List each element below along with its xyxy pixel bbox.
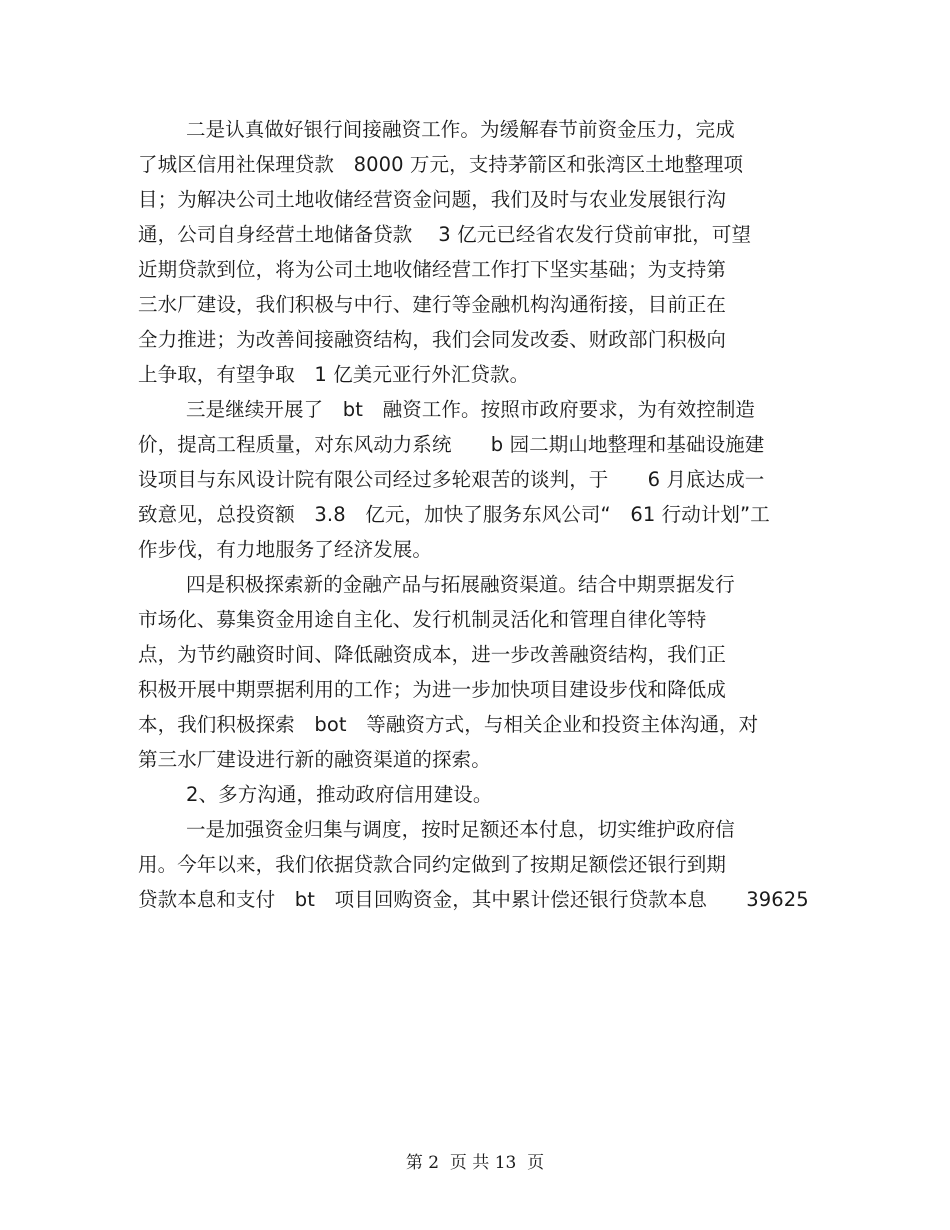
paragraph-line: 二是认真做好银行间接融资工作。为缓解春节前资金压力，完成: [186, 118, 735, 141]
paragraph-line: 用。今年以来，我们依据贷款合同约定做到了按期足额偿还银行到期: [138, 853, 727, 876]
paragraph-line: 价，提高工程质量，对东风动力系统 b 园二期山地整理和基础设施建: [138, 433, 765, 456]
paragraph-line: 致意见，总投资额 3.8 亿元，加快了服务东风公司“ 61 行动计划”工: [138, 503, 770, 526]
paragraph-line: 上争取，有望争取 1 亿美元亚行外汇贷款。: [138, 363, 530, 386]
paragraph-line: 了城区信用社保理贷款 8000 万元，支持茅箭区和张湾区土地整理项: [138, 153, 744, 176]
paragraph-line: 点，为节约融资时间、降低融资成本，进一步改善融资结构，我们正: [138, 643, 727, 666]
paragraph-line: 通，公司自身经营土地储备贷款 3 亿元已经省农发行贷前审批，可望: [138, 223, 752, 246]
paragraph-line: 作步伐，有力地服务了经济发展。: [138, 538, 433, 561]
paragraph-line: 目；为解决公司土地收储经营资金问题，我们及时与农业发展银行沟: [138, 188, 727, 211]
paragraph-line: 积极开展中期票据利用的工作；为进一步加快项目建设步伐和降低成: [138, 678, 727, 701]
paragraph-line: 贷款本息和支付 bt 项目回购资金，其中累计偿还银行贷款本息 39625: [138, 888, 809, 911]
paragraph-line: 设项目与东风设计院有限公司经过多轮艰苦的谈判，于 6 月底达成一: [138, 468, 765, 491]
paragraph-line: 近期贷款到位，将为公司土地收储经营工作打下坚实基础；为支持第: [138, 258, 727, 281]
paragraph-line: 全力推进；为改善间接融资结构，我们会同发改委、财政部门积极向: [138, 328, 727, 351]
paragraph-line: 第三水厂建设进行新的融资渠道的探索。: [138, 748, 491, 771]
page-number-footer: 第 2 页 共 13 页: [405, 1153, 545, 1173]
paragraph-line: 市场化、募集资金用途自主化、发行机制灵活化和管理自律化等特: [138, 608, 707, 631]
paragraph-line: 四是积极探索新的金融产品与拓展融资渠道。结合中期票据发行: [186, 573, 735, 596]
paragraph-line: 本，我们积极探索 bot 等融资方式，与相关企业和投资主体沟通，对: [138, 713, 759, 736]
paragraph-line: 三水厂建设，我们积极与中行、建行等金融机构沟通衔接，目前正在: [138, 293, 727, 316]
body-text: [138, 112, 818, 917]
section-heading: 2、多方沟通，推动政府信用建设。: [186, 783, 493, 806]
paragraph-line: 三是继续开展了 bt 融资工作。按照市政府要求，为有效控制造: [186, 398, 756, 421]
paragraph-line: 一是加强资金归集与调度，按时足额还本付息，切实维护政府信: [186, 818, 735, 841]
